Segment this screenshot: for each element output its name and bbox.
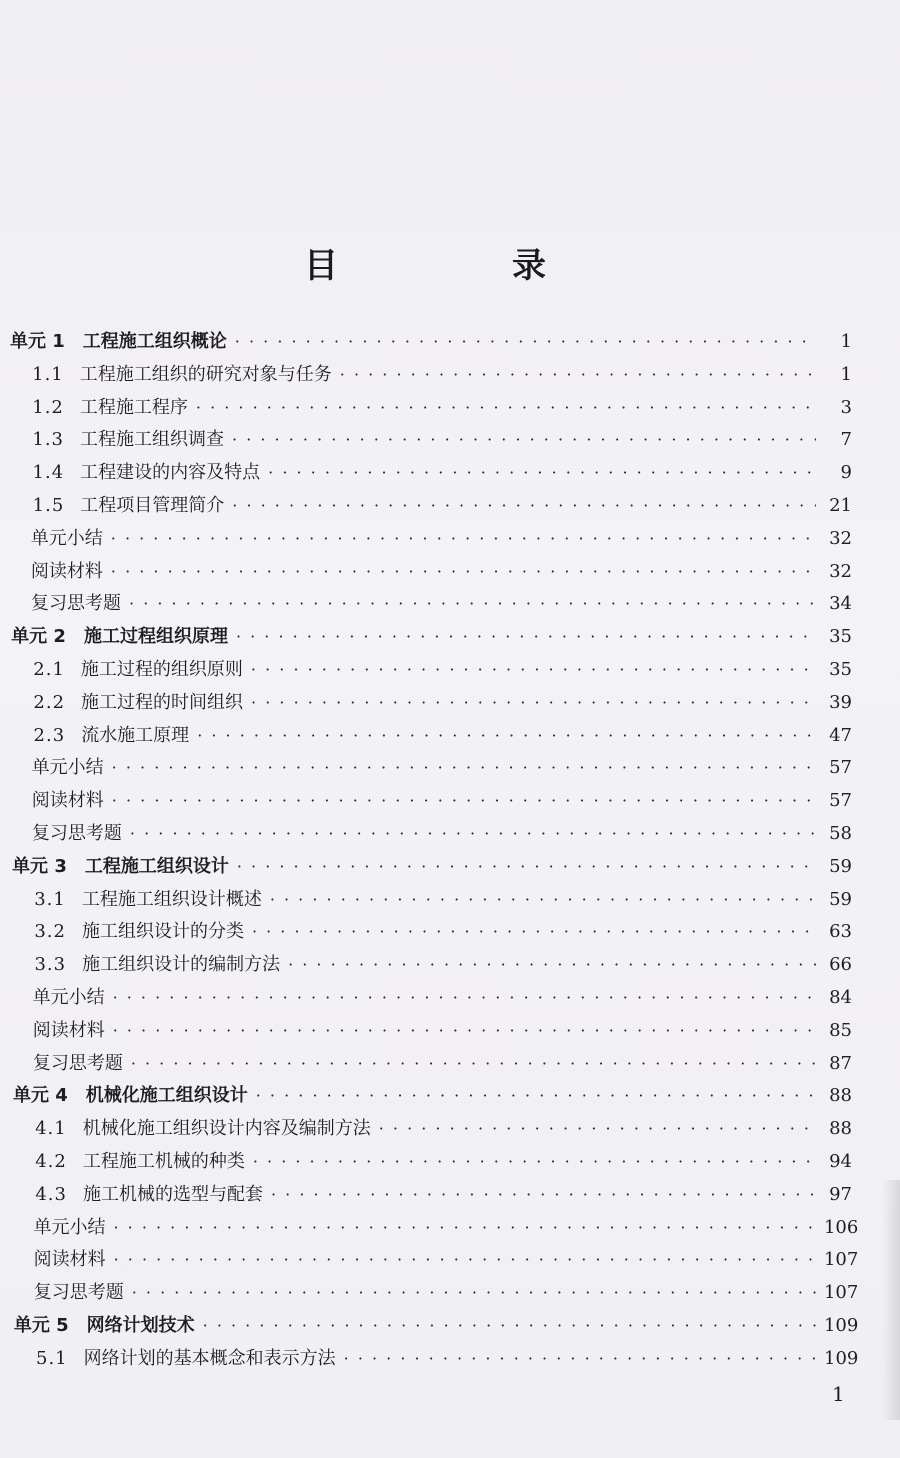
page-edge-shadow	[882, 1180, 900, 1420]
toc-entry-title: 工程项目管理简介	[80, 495, 225, 516]
toc-entry-title: 工程施工组织设计	[84, 855, 229, 877]
toc-entry-title: 复习思考题	[31, 593, 122, 615]
toc-page-number: 107	[823, 1282, 859, 1304]
section-number: 5.1	[36, 1347, 68, 1369]
toc-extra-row	[31, 523, 852, 555]
toc-page-number: 59	[829, 855, 852, 877]
section-number: 3.1	[34, 888, 66, 910]
toc-entry-title: 网络计划技术	[86, 1315, 195, 1336]
toc-entry-title: 机械化施工组织设计	[85, 1085, 248, 1107]
unit-number: 单元 2	[11, 626, 66, 648]
toc-entry-title: 施工组织设计的分类	[81, 921, 244, 943]
dot-leader	[113, 1212, 816, 1244]
toc-entry-title: 工程建设的内容及特点	[80, 462, 261, 484]
toc-section-row	[32, 424, 852, 456]
toc-unit-row	[10, 326, 852, 358]
toc-page-number: 66	[829, 954, 852, 976]
toc-extra-row	[31, 556, 852, 588]
page-number: 1	[832, 1382, 845, 1406]
toc-extra-row	[31, 588, 852, 620]
toc-page-number: 35	[829, 659, 852, 680]
toc-entry-label	[34, 916, 244, 948]
dot-leader	[131, 1048, 816, 1080]
toc-section-row	[33, 687, 852, 719]
toc-entry-title: 施工过程的组织原则	[80, 659, 243, 680]
toc-page-number: 32	[829, 560, 852, 582]
toc-page-number: 107	[823, 1249, 859, 1271]
toc-entry-label	[31, 588, 121, 620]
section-number: 4.1	[35, 1118, 67, 1140]
toc-entry-title: 工程施工组织设计概述	[81, 888, 262, 910]
toc-page-number: 47	[829, 724, 852, 746]
dot-leader	[203, 1310, 816, 1342]
section-number: 3.3	[34, 954, 67, 976]
toc-entry-title: 阅读材料	[33, 1249, 106, 1271]
toc-entry-title: 工程施工组织调查	[80, 429, 225, 451]
toc-entry-label	[33, 490, 225, 522]
toc-entry-label	[32, 785, 104, 817]
toc-entry-title: 工程施工组织的研究对象与任务	[79, 363, 332, 385]
toc-section-row	[36, 1343, 859, 1375]
toc-entry-title: 工程施工组织概论	[82, 331, 227, 352]
toc-page-number: 35	[829, 626, 852, 648]
dot-leader	[111, 523, 816, 555]
toc-section-row	[32, 392, 852, 424]
toc-entry-label	[32, 424, 224, 456]
toc-extra-row	[32, 785, 852, 817]
toc-entry-label	[32, 392, 188, 424]
dot-leader	[270, 884, 816, 916]
toc-page-number: 87	[829, 1052, 852, 1074]
toc-extra-row	[33, 982, 852, 1014]
toc-entry-label	[34, 1277, 124, 1309]
toc-entry-label	[34, 720, 190, 752]
toc-unit-row	[12, 851, 852, 883]
toc-entry-title: 机械化施工组织设计内容及编制方法	[82, 1118, 371, 1140]
section-number: 2.2	[33, 691, 66, 713]
toc-entry-label	[32, 752, 104, 784]
toc-page-number: 21	[829, 495, 852, 516]
section-number: 1.2	[32, 396, 64, 418]
dot-leader	[129, 588, 816, 620]
dot-leader	[114, 1244, 816, 1276]
toc-page-number: 109	[824, 1347, 859, 1369]
dot-leader	[251, 654, 816, 686]
dot-leader	[253, 1146, 816, 1178]
toc-extra-row	[32, 752, 852, 784]
section-number: 2.3	[33, 724, 66, 746]
section-number: 1.1	[32, 363, 64, 385]
toc-page-number: 1	[840, 331, 852, 352]
toc-page-number: 63	[829, 921, 852, 943]
dot-leader	[113, 1015, 816, 1047]
toc-entry-label	[10, 326, 227, 358]
dot-leader	[271, 1179, 816, 1211]
dot-leader	[232, 490, 816, 522]
toc-entry-title: 施工过程组织原理	[83, 626, 228, 648]
toc-entry-title: 施工过程的时间组织	[81, 691, 244, 713]
toc-section-row	[33, 457, 852, 489]
toc-entry-label	[33, 1212, 105, 1244]
toc-page-number: 9	[840, 462, 852, 484]
toc-entry-title: 复习思考题	[31, 823, 122, 844]
toc-entry-label	[36, 1343, 336, 1375]
page-title: 目 录	[304, 246, 616, 286]
toc-entry-label	[34, 949, 280, 981]
toc-page-number: 34	[829, 593, 852, 615]
toc-entry-title: 复习思考题	[33, 1282, 124, 1304]
dot-leader	[268, 457, 816, 489]
dot-leader	[112, 752, 816, 784]
unit-number: 单元 1	[10, 331, 65, 352]
toc-extra-row	[33, 1212, 859, 1244]
toc-entry-title: 阅读材料	[32, 1019, 105, 1041]
toc-entry-label	[35, 1179, 263, 1211]
toc-entry-title: 单元小结	[30, 527, 103, 549]
toc-entry-label	[31, 523, 103, 555]
toc-unit-row	[13, 1080, 852, 1112]
toc-entry-title: 单元小结	[33, 1216, 106, 1238]
dot-leader	[379, 1113, 816, 1145]
toc-section-row	[34, 720, 852, 752]
toc-section-row	[34, 916, 852, 948]
dot-leader	[197, 720, 816, 752]
toc-extra-row	[32, 818, 852, 850]
toc-entry-label	[33, 654, 243, 686]
toc-page-number: 1	[840, 363, 852, 385]
dot-leader	[256, 1080, 816, 1112]
toc-entry-label	[33, 1015, 105, 1047]
toc-entry-label	[12, 851, 229, 883]
section-number: 2.1	[33, 659, 65, 680]
toc-extra-row	[33, 1277, 859, 1309]
toc-page-number: 88	[829, 1118, 852, 1140]
toc-extra-row	[33, 1244, 859, 1276]
toc-entry-label	[34, 884, 262, 916]
toc-section-row	[35, 1113, 852, 1145]
toc-entry-label	[11, 621, 228, 653]
dot-leader	[232, 424, 816, 456]
toc-page-number: 57	[829, 757, 852, 779]
dot-leader	[236, 621, 816, 653]
toc-page-number: 39	[829, 691, 852, 713]
toc-section-row	[34, 949, 852, 981]
toc-page-number: 88	[829, 1085, 852, 1107]
unit-number: 单元 5	[13, 1315, 69, 1336]
dot-leader	[251, 687, 816, 719]
toc-page-number: 32	[829, 527, 852, 549]
toc-entry-title: 施工机械的选型与配套	[82, 1183, 263, 1205]
toc-section-row	[33, 654, 852, 686]
dot-leader	[111, 556, 816, 588]
dot-leader	[196, 392, 816, 424]
toc-page-number: 7	[840, 429, 852, 451]
dot-leader	[252, 916, 816, 948]
toc-entry-title: 单元小结	[31, 757, 104, 779]
dot-leader	[340, 359, 816, 391]
toc-entry-label	[35, 1146, 245, 1178]
section-number: 1.4	[32, 462, 65, 484]
toc-entry-label	[33, 687, 243, 719]
toc-entry-label	[13, 1080, 248, 1112]
toc-entry-title: 复习思考题	[32, 1052, 123, 1074]
toc-entry-label	[35, 1113, 371, 1145]
toc-entry-label	[33, 457, 261, 489]
toc-unit-row	[11, 621, 852, 653]
dot-leader	[132, 1277, 816, 1309]
unit-number: 单元 4	[12, 1085, 68, 1107]
toc-page-number: 58	[829, 823, 852, 844]
section-number: 1.5	[32, 495, 65, 516]
toc-extra-row	[33, 1048, 852, 1080]
section-number: 1.3	[32, 429, 65, 451]
dot-leader	[113, 982, 816, 1014]
toc-section-row	[35, 1146, 852, 1178]
toc-section-row	[33, 490, 852, 522]
toc-entry-title: 施工组织设计的编制方法	[82, 954, 281, 976]
dot-leader	[112, 785, 816, 817]
toc-entry-label	[32, 818, 122, 850]
toc-entry-title: 阅读材料	[30, 560, 103, 582]
toc-entry-title: 工程施工机械的种类	[82, 1151, 245, 1172]
toc-entry-label	[32, 359, 332, 391]
toc-entry-title: 阅读材料	[31, 790, 104, 812]
dot-leader	[237, 851, 816, 883]
toc-section-row	[35, 1179, 852, 1211]
dot-leader	[130, 818, 816, 850]
toc-entry-label	[31, 556, 103, 588]
dot-leader	[235, 326, 816, 358]
toc-page-number: 94	[829, 1151, 852, 1172]
toc-unit-row	[13, 1310, 859, 1342]
toc-extra-row	[33, 1015, 852, 1047]
toc-entry-title: 网络计划的基本概念和表示方法	[83, 1347, 336, 1369]
dot-leader	[288, 949, 816, 981]
toc-entry-title: 单元小结	[32, 987, 105, 1008]
toc-page-number: 3	[840, 396, 852, 418]
toc-section-row	[34, 884, 852, 916]
toc-page-number: 109	[823, 1315, 859, 1336]
toc-entry-title: 工程施工程序	[79, 396, 188, 418]
toc-section-row	[32, 359, 852, 391]
toc-page-number: 106	[823, 1216, 859, 1238]
toc-entry-title: 流水施工原理	[81, 724, 190, 746]
toc-page-number: 59	[829, 888, 852, 910]
toc-page-number: 85	[829, 1019, 852, 1041]
section-number: 3.2	[34, 921, 66, 943]
toc-page-number: 57	[829, 790, 852, 812]
dot-leader	[344, 1343, 816, 1375]
toc-entry-label	[33, 1048, 123, 1080]
toc-entry-label	[33, 982, 105, 1014]
section-number: 4.3	[35, 1183, 67, 1205]
toc-page-number: 97	[829, 1183, 852, 1205]
section-number: 4.2	[35, 1151, 67, 1172]
toc-page-number: 84	[829, 987, 852, 1008]
unit-number: 单元 3	[12, 855, 67, 877]
toc-entry-label	[34, 1244, 106, 1276]
toc-entry-label	[14, 1310, 195, 1342]
